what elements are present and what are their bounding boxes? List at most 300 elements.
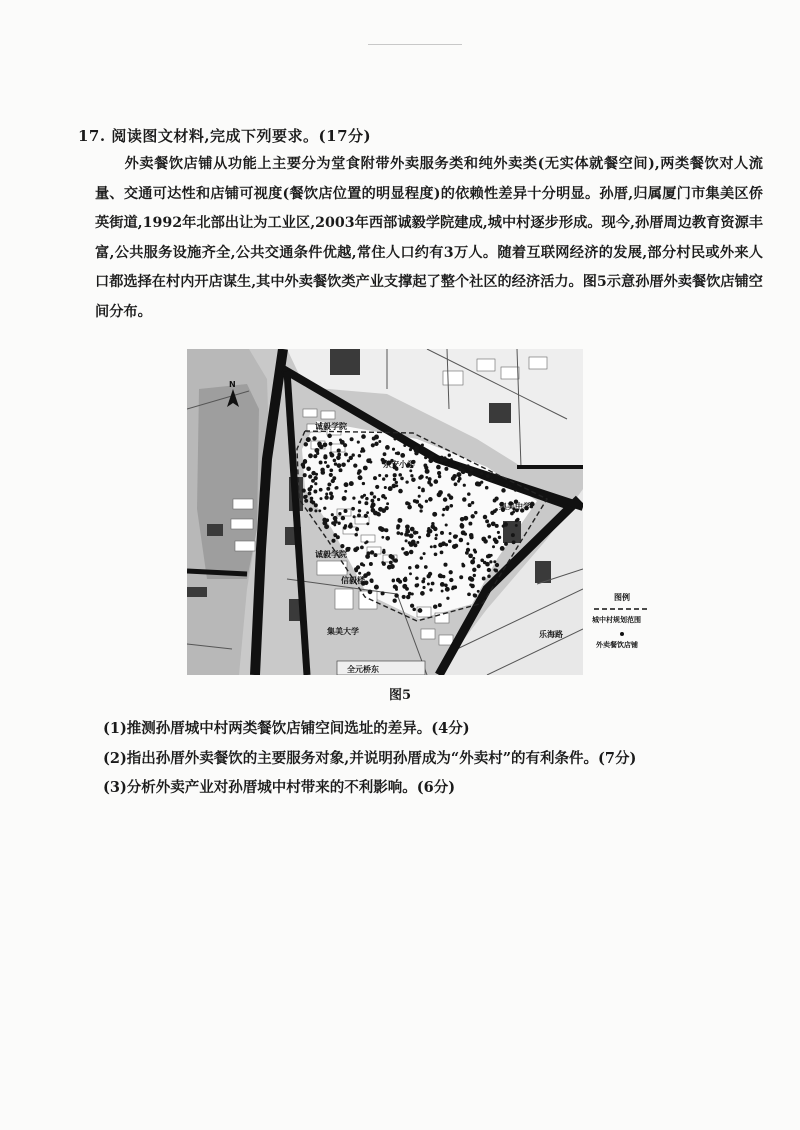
shop-dot <box>337 522 340 525</box>
shop-dot <box>311 471 316 476</box>
map-label-jimei-univ: 集美大学 <box>327 627 359 636</box>
shop-dot <box>400 477 404 481</box>
shop-dot <box>318 509 321 512</box>
sub-question-3: (3)分析外卖产业对孙厝城中村带来的不利影响。(6分) <box>103 779 456 796</box>
shop-dot <box>416 583 419 586</box>
shop-dot <box>333 533 337 537</box>
shop-dot <box>443 456 446 459</box>
shop-dot <box>408 541 411 544</box>
shop-dot <box>360 546 364 550</box>
shop-dot <box>362 482 365 485</box>
shop-dot <box>409 550 414 555</box>
shop-dot <box>431 582 435 586</box>
shop-dot <box>487 523 491 527</box>
shop-dot <box>344 524 347 527</box>
shop-dot <box>394 593 398 597</box>
shop-dot <box>359 477 362 480</box>
shop-dot <box>314 509 317 512</box>
shop-dot <box>405 524 410 529</box>
shop-dot <box>420 556 423 559</box>
shop-dot <box>351 507 355 511</box>
shop-dot <box>331 521 334 524</box>
shop-dot <box>381 536 384 539</box>
paragraph-text: 外卖餐饮店铺从功能上主要分为堂食附带外卖服务类和纯外卖类(无实体就餐空间),两类餐饮对人流量、交通可达性和店铺可视度(餐饮店位置的明显程度)的依赖性差异十分明显。孙厝,归属厦门市集美区侨英街道,1992年北部出让为工业区,2003年西部诚毅学院建成,城中村逐步形成。现今,孙厝周边教育资源丰富,公共服务设施齐全,公共交通条件优越,常住人口约有3万人。随着互联网经济的发展,部分村民或外来人口都选择在村内开店谋生,其中外卖餐饮类产业支撑起了整个社区的经济活力。图5示意孙厝外卖餐饮店铺空间分布。 <box>95 156 763 320</box>
shop-dot <box>412 608 416 612</box>
shop-dot <box>462 564 466 568</box>
shop-dot <box>469 533 474 538</box>
shop-dot <box>409 534 414 539</box>
shop-dot <box>504 542 508 546</box>
shop-dot <box>411 477 416 482</box>
shop-dot <box>500 546 505 551</box>
shop-dot <box>508 485 511 488</box>
shop-dot <box>377 498 380 501</box>
shop-dot <box>397 518 402 523</box>
shop-dot <box>357 471 360 474</box>
shop-dot <box>381 591 385 595</box>
shop-dot <box>445 523 448 526</box>
shop-dot <box>483 539 488 544</box>
shop-dot <box>314 448 319 453</box>
shop-dot <box>310 497 314 501</box>
shop-dot <box>422 577 425 580</box>
shop-dot <box>425 500 428 503</box>
shop-dot <box>398 489 403 494</box>
shop-dot <box>461 530 466 535</box>
shop-dot <box>498 536 501 539</box>
shop-dot <box>396 524 400 528</box>
shop-dot <box>433 545 437 549</box>
shop-dot <box>408 502 411 505</box>
shop-dot <box>511 533 515 537</box>
shop-dot <box>326 487 330 491</box>
shop-dot <box>382 477 385 480</box>
shop-dot <box>453 534 458 539</box>
shop-dot <box>363 494 366 497</box>
shop-dot <box>303 459 307 463</box>
shop-dot <box>402 584 407 589</box>
shop-dot <box>466 542 469 545</box>
shop-dot <box>352 496 355 499</box>
shop-dot <box>434 552 438 556</box>
shop-dot <box>378 440 381 443</box>
shop-dot <box>459 538 463 542</box>
shop-dot <box>398 473 402 477</box>
shop-dot <box>473 574 476 577</box>
shop-dot <box>384 486 387 489</box>
shop-dot <box>364 514 368 518</box>
shop-dot <box>430 545 433 548</box>
shop-dot <box>382 550 386 554</box>
shop-dot <box>416 541 419 544</box>
shop-dot <box>471 514 475 518</box>
shop-dot <box>329 473 333 477</box>
shop-dot <box>385 445 390 450</box>
shop-dot <box>440 456 444 460</box>
shop-dot <box>370 550 374 554</box>
shop-dot <box>407 505 412 510</box>
question-paragraph <box>95 150 763 328</box>
shop-dot <box>473 548 476 551</box>
shop-dot <box>331 539 335 543</box>
shop-dot <box>433 479 438 484</box>
shop-dot <box>308 475 312 479</box>
shop-dot <box>449 532 452 535</box>
shop-dot <box>451 476 456 481</box>
shop-dot <box>414 451 418 455</box>
shop-dot <box>364 501 368 505</box>
shop-dot <box>419 509 422 512</box>
figure-label: 图5 <box>388 688 412 703</box>
shop-dot <box>339 439 342 442</box>
shop-dot <box>467 592 471 596</box>
shop-dot <box>427 527 430 530</box>
shop-dot <box>344 482 349 487</box>
shop-dot <box>428 497 433 502</box>
shop-dot <box>358 454 362 458</box>
shop-dot <box>349 481 354 486</box>
shop-dot <box>369 578 373 582</box>
shop-dot <box>353 463 357 467</box>
shop-dot <box>366 572 370 576</box>
shop-dot <box>415 564 420 569</box>
shop-dot <box>323 507 326 510</box>
shop-dot <box>308 453 313 458</box>
shop-dot <box>348 524 353 529</box>
shop-dot <box>427 583 430 586</box>
shop-dot <box>358 509 361 512</box>
shop-dot <box>437 471 441 475</box>
shop-dot <box>314 476 318 480</box>
shop-dot <box>384 528 388 532</box>
shop-dot <box>322 518 327 523</box>
shop-dot <box>395 481 398 484</box>
shop-dot <box>361 434 366 439</box>
shop-dot <box>366 551 370 555</box>
shop-dot <box>454 482 458 486</box>
shop-dot <box>489 560 492 563</box>
map-label-bottom-right: 乐海路 <box>539 630 563 639</box>
shop-dot <box>403 552 406 555</box>
shop-dot <box>413 499 417 503</box>
question-title: 17. 阅读图文材料,完成下列要求。(17分) <box>78 127 372 145</box>
map-label-xinyuan: 信毅楼 <box>341 576 365 585</box>
shop-dot <box>424 456 427 459</box>
shop-dot <box>459 575 463 579</box>
shop-dot <box>329 468 333 472</box>
shop-dot <box>515 524 518 527</box>
shop-dot <box>320 497 323 500</box>
shop-dot <box>497 531 500 534</box>
shop-dot <box>390 564 395 569</box>
shop-dot <box>512 540 516 544</box>
shop-dot <box>440 459 444 463</box>
shop-dot <box>308 492 312 496</box>
shop-dot <box>324 524 329 529</box>
shop-dot <box>510 512 514 516</box>
legend-title: 图例 <box>614 593 630 602</box>
shop-dot <box>471 501 474 504</box>
shop-dot <box>381 494 385 498</box>
sub-question-1: (1)推测孙厝城中村两类餐饮店铺空间选址的差异。(4分) <box>103 720 470 737</box>
shop-dot <box>329 492 333 496</box>
shop-dot <box>393 473 397 477</box>
map-label-jimei-mid: 集美中学 <box>499 502 531 511</box>
shop-dot <box>413 543 417 547</box>
shop-dot <box>395 588 398 591</box>
shop-dot <box>440 531 444 535</box>
shop-dot <box>451 587 454 590</box>
shop-dot <box>446 597 449 600</box>
shop-dot <box>385 536 390 541</box>
shop-dot <box>337 463 342 468</box>
shop-dot <box>330 495 334 499</box>
shop-dot <box>492 545 495 548</box>
shop-dot <box>378 507 383 512</box>
shop-dot <box>337 453 341 457</box>
shop-dot <box>468 503 472 507</box>
shop-dot <box>418 495 421 498</box>
shop-dot <box>357 513 361 517</box>
shop-dot <box>358 572 361 575</box>
shop-dot <box>487 574 491 578</box>
shop-dot <box>320 468 325 473</box>
shop-dot <box>449 578 453 582</box>
shop-dot <box>333 459 337 463</box>
shop-dot <box>368 458 371 461</box>
shop-dot <box>460 525 464 529</box>
shop-dot <box>401 547 404 550</box>
shop-dot <box>325 492 328 495</box>
shop-dot <box>458 477 462 481</box>
shop-dot <box>331 513 334 516</box>
shop-dot <box>415 531 418 534</box>
shop-dot <box>443 497 447 501</box>
shop-dot <box>327 483 331 487</box>
shop-dot <box>350 437 354 441</box>
shop-dot <box>494 539 499 544</box>
shop-dot <box>450 504 454 508</box>
shop-dot <box>420 591 425 596</box>
shop-dot <box>381 561 384 564</box>
shop-dot <box>403 444 406 447</box>
shop-dot <box>425 469 430 474</box>
shop-dot <box>442 514 445 517</box>
shop-dot <box>423 463 427 467</box>
shop-dot <box>302 489 306 493</box>
shop-dot <box>319 461 323 465</box>
shop-dot <box>370 492 374 496</box>
shop-dot <box>373 495 376 498</box>
legend-boundary-label: 城中村规划范围 <box>592 616 641 624</box>
shop-dot <box>461 469 466 474</box>
shop-dot <box>438 475 442 479</box>
shop-dot <box>335 486 339 490</box>
shop-dot <box>449 570 453 574</box>
shop-dot <box>505 483 508 486</box>
shop-dot <box>516 518 520 522</box>
sub-question-2: (2)指出孙厝外卖餐饮的主要服务对象,并说明孙厝成为“外卖村”的有利条件。(7分) <box>103 750 637 767</box>
map-label-chengyi-b: 诚毅学院 <box>315 550 347 559</box>
shop-dot <box>329 442 333 446</box>
shop-dot <box>482 577 486 581</box>
shop-dot <box>421 443 424 446</box>
shop-dot <box>340 544 344 548</box>
shop-dot <box>385 474 388 477</box>
shop-dot <box>440 582 445 587</box>
shop-dot <box>432 512 437 517</box>
shop-dot <box>437 492 442 497</box>
shop-dot <box>425 476 428 479</box>
shop-dot <box>392 484 397 489</box>
shop-dot <box>373 476 377 480</box>
shop-dot <box>441 541 446 546</box>
shop-dot <box>448 539 452 543</box>
shop-dot <box>414 446 419 451</box>
shop-dot <box>474 511 477 514</box>
shop-dot <box>393 478 396 481</box>
shop-dot <box>418 476 422 480</box>
shop-dot <box>431 524 436 529</box>
shop-dot <box>386 502 389 505</box>
shop-dot <box>442 575 445 578</box>
shop-dot <box>465 551 469 555</box>
shop-dot <box>418 608 423 613</box>
shop-dot <box>371 443 375 447</box>
shop-dot <box>313 454 317 458</box>
shop-dot <box>424 565 428 569</box>
map-road-sign: 全元桥东 <box>347 665 379 674</box>
shop-dot <box>374 435 379 440</box>
shop-dot <box>475 481 480 486</box>
shop-dot <box>312 436 316 440</box>
shop-dot <box>428 477 432 481</box>
shop-dot <box>426 533 430 537</box>
shop-dot <box>419 505 423 509</box>
shop-dot <box>449 495 454 500</box>
shop-dot <box>304 442 308 446</box>
page-header-rule <box>368 44 462 45</box>
shop-dot <box>418 536 421 539</box>
shop-dot <box>409 572 412 575</box>
shop-dot <box>409 448 412 451</box>
shop-dot <box>370 505 374 509</box>
shop-dot <box>434 537 437 540</box>
shop-dot <box>438 466 441 469</box>
shop-dot <box>423 552 426 555</box>
shop-dot <box>435 534 438 537</box>
shop-dot <box>405 539 408 542</box>
shop-dot <box>480 558 484 562</box>
shop-dot <box>487 568 491 572</box>
shop-dot <box>410 474 413 477</box>
shop-dot <box>441 590 444 593</box>
shop-dot <box>360 562 364 566</box>
shop-dot <box>485 562 490 567</box>
shop-dot <box>392 579 395 582</box>
shop-dot <box>306 437 311 442</box>
map-label-chengyi-a: 诚毅学院 <box>315 422 347 431</box>
shop-dot <box>304 499 308 503</box>
shop-dot <box>354 533 358 537</box>
legend-shop-label: 外卖餐饮店铺 <box>596 641 638 649</box>
shop-dot <box>493 509 497 513</box>
shop-dot <box>470 584 474 588</box>
shop-dot <box>493 499 497 503</box>
shop-dot <box>368 590 373 595</box>
shop-dot <box>429 456 432 459</box>
shop-dot <box>383 452 387 456</box>
shop-dot <box>313 490 317 494</box>
shop-dot <box>400 532 403 535</box>
shop-dot <box>324 461 327 464</box>
shop-dot <box>503 522 508 527</box>
shop-dot <box>415 577 419 581</box>
shop-dot <box>444 467 448 471</box>
shop-dot <box>422 586 425 589</box>
shop-dot <box>427 481 431 485</box>
shop-dot <box>462 497 466 501</box>
shop-dot <box>374 553 378 557</box>
shop-dot <box>460 517 465 522</box>
shop-dot <box>485 486 489 490</box>
shop-dot <box>332 476 336 480</box>
shop-dot <box>356 565 360 569</box>
shop-dot <box>309 508 313 512</box>
shop-dot <box>444 583 448 587</box>
shop-dot <box>473 594 477 598</box>
shop-dot <box>369 562 373 566</box>
shop-dot <box>306 466 311 471</box>
shop-dot <box>375 485 379 489</box>
shop-dot <box>472 568 476 572</box>
shop-dot <box>370 499 374 503</box>
shop-dot <box>357 441 360 444</box>
shop-dot <box>338 512 341 515</box>
shop-dot <box>410 604 414 608</box>
shop-dot <box>333 516 338 521</box>
svg-text:N: N <box>229 380 236 389</box>
shop-dot <box>404 577 407 580</box>
shop-dot <box>477 564 481 568</box>
shop-dot <box>393 437 396 440</box>
shop-dot <box>352 453 355 456</box>
map-label-dongan: 东安小学 <box>383 460 415 469</box>
shop-dot <box>355 546 359 550</box>
shop-dot <box>339 468 343 472</box>
shop-dot <box>493 560 496 563</box>
shop-dot <box>364 542 367 545</box>
shop-dot <box>501 488 505 492</box>
shop-dot <box>327 434 332 439</box>
shop-dot <box>480 481 483 484</box>
shop-dot <box>365 497 369 501</box>
shop-dot <box>378 474 381 477</box>
map-legend <box>592 592 656 656</box>
shop-dot <box>314 503 318 507</box>
shop-dot <box>468 553 473 558</box>
shop-dot <box>488 535 492 539</box>
shop-dot <box>452 544 457 549</box>
shop-dot <box>341 462 346 467</box>
shop-dot <box>429 588 432 591</box>
shop-dot <box>353 515 356 518</box>
shop-dot <box>390 555 395 560</box>
shop-dot <box>323 454 327 458</box>
shop-dot <box>421 488 424 491</box>
shop-dot <box>341 516 345 520</box>
shop-dot <box>337 449 341 453</box>
